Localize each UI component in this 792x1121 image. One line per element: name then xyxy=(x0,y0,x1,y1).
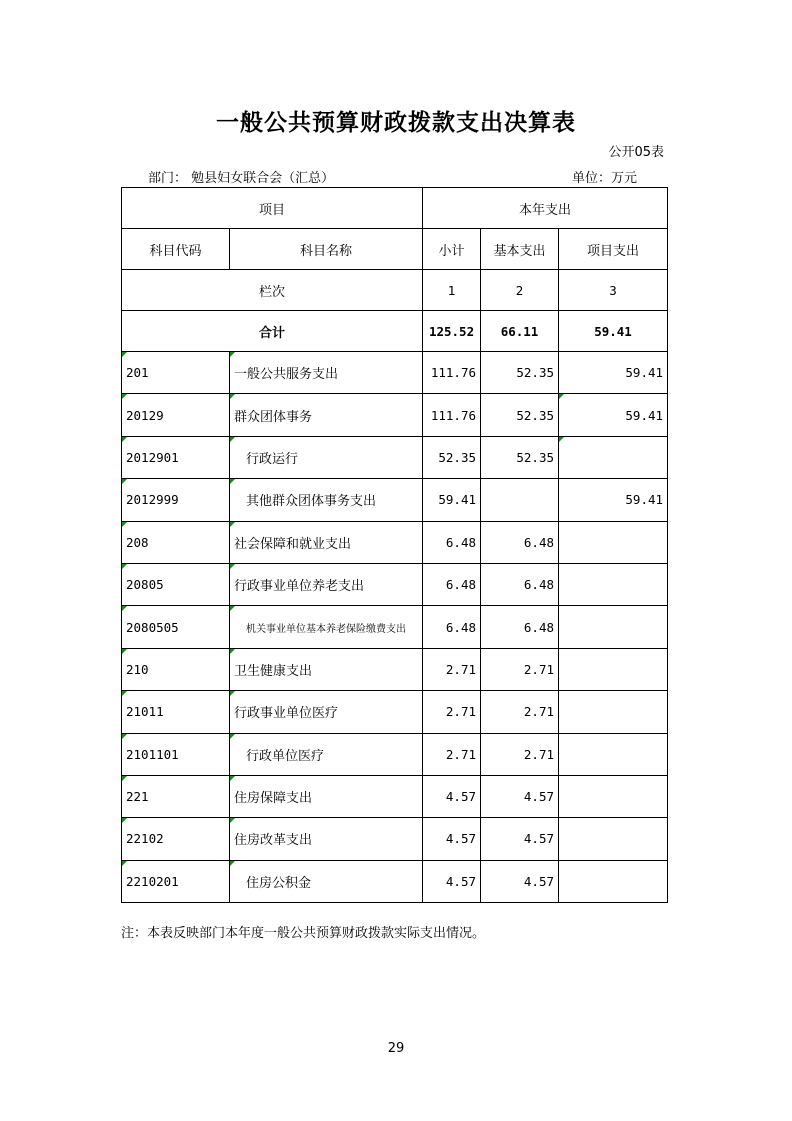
column-index-1: 1 xyxy=(423,270,481,311)
column-index-label: 栏次 xyxy=(122,270,423,311)
unit-label: 单位：万元 xyxy=(572,171,638,186)
header-project: 项目 xyxy=(122,188,423,229)
row-name: 行政单位医疗 xyxy=(230,733,423,775)
table-row xyxy=(122,606,668,648)
row-project xyxy=(559,648,668,690)
row-basic: 52.35 xyxy=(481,352,559,394)
row-subtotal: 2.71 xyxy=(423,648,481,690)
row-name: 行政事业单位养老支出 xyxy=(230,563,423,605)
row-code: 21011 xyxy=(122,691,230,733)
header-basic-expenditure: 基本支出 xyxy=(481,229,559,270)
table-row xyxy=(122,775,668,817)
header-project-expenditure: 项目支出 xyxy=(559,229,668,270)
row-project xyxy=(559,606,668,648)
row-subtotal: 2.71 xyxy=(423,733,481,775)
row-code: 2012901 xyxy=(122,436,230,478)
row-code: 2012999 xyxy=(122,479,230,521)
row-basic: 4.57 xyxy=(481,860,559,902)
row-code: 208 xyxy=(122,521,230,563)
row-project xyxy=(559,860,668,902)
department-label: 部门： 勉县妇女联合会（汇总） xyxy=(148,171,335,186)
row-basic: 4.57 xyxy=(481,818,559,860)
table-row xyxy=(122,733,668,775)
row-project xyxy=(559,521,668,563)
row-project: 59.41 xyxy=(559,479,668,521)
page-title: 一般公共预算财政拨款支出决算表 xyxy=(216,110,576,136)
form-code: 公开05表 xyxy=(608,145,664,160)
row-project xyxy=(559,691,668,733)
header-subject-name: 科目名称 xyxy=(230,229,423,270)
row-name: 其他群众团体事务支出 xyxy=(230,479,423,521)
row-project xyxy=(559,436,668,478)
row-subtotal: 59.41 xyxy=(423,479,481,521)
total-project: 59.41 xyxy=(559,311,668,352)
row-name: 机关事业单位基本养老保险缴费支出 xyxy=(230,606,423,648)
footnote: 注：本表反映部门本年度一般公共预算财政拨款实际支出情况。 xyxy=(121,926,486,941)
row-subtotal: 52.35 xyxy=(423,436,481,478)
row-code: 221 xyxy=(122,775,230,817)
row-project xyxy=(559,733,668,775)
row-name: 住房公积金 xyxy=(230,860,423,902)
row-subtotal: 6.48 xyxy=(423,563,481,605)
row-name: 住房改革支出 xyxy=(230,818,423,860)
row-basic: 4.57 xyxy=(481,775,559,817)
table-row xyxy=(122,394,668,436)
table-row xyxy=(122,818,668,860)
column-index-3: 3 xyxy=(559,270,668,311)
header-row-1 xyxy=(122,188,668,229)
header-subtotal: 小计 xyxy=(423,229,481,270)
row-basic: 2.71 xyxy=(481,691,559,733)
row-code: 20129 xyxy=(122,394,230,436)
row-basic: 6.48 xyxy=(481,563,559,605)
row-code: 2101101 xyxy=(122,733,230,775)
row-subtotal: 2.71 xyxy=(423,691,481,733)
row-code: 20805 xyxy=(122,563,230,605)
row-subtotal: 4.57 xyxy=(423,818,481,860)
table-row xyxy=(122,563,668,605)
column-index-row xyxy=(122,270,668,311)
total-row xyxy=(122,311,668,352)
column-index-2: 2 xyxy=(481,270,559,311)
row-name: 卫生健康支出 xyxy=(230,648,423,690)
row-basic: 6.48 xyxy=(481,521,559,563)
table-row xyxy=(122,648,668,690)
total-subtotal: 125.52 xyxy=(423,311,481,352)
page-number: 29 xyxy=(387,1041,405,1056)
header-subject-code: 科目代码 xyxy=(122,229,230,270)
row-subtotal: 4.57 xyxy=(423,860,481,902)
row-code: 210 xyxy=(122,648,230,690)
row-subtotal: 111.76 xyxy=(423,394,481,436)
total-basic: 66.11 xyxy=(481,311,559,352)
header-current-year-expenditure: 本年支出 xyxy=(423,188,668,229)
row-basic: 2.71 xyxy=(481,648,559,690)
row-basic: 2.71 xyxy=(481,733,559,775)
table-row xyxy=(122,860,668,902)
row-name: 一般公共服务支出 xyxy=(230,352,423,394)
row-basic xyxy=(481,479,559,521)
table-row xyxy=(122,352,668,394)
row-code: 201 xyxy=(122,352,230,394)
row-project xyxy=(559,775,668,817)
row-name: 行政运行 xyxy=(230,436,423,478)
table-row xyxy=(122,436,668,478)
row-subtotal: 6.48 xyxy=(423,521,481,563)
row-code: 2080505 xyxy=(122,606,230,648)
row-subtotal: 111.76 xyxy=(423,352,481,394)
row-basic: 52.35 xyxy=(481,394,559,436)
row-subtotal: 4.57 xyxy=(423,775,481,817)
row-project: 59.41 xyxy=(559,394,668,436)
table-row xyxy=(122,479,668,521)
row-basic: 6.48 xyxy=(481,606,559,648)
table-row xyxy=(122,521,668,563)
row-name: 住房保障支出 xyxy=(230,775,423,817)
row-basic: 52.35 xyxy=(481,436,559,478)
row-subtotal: 6.48 xyxy=(423,606,481,648)
row-code: 22102 xyxy=(122,818,230,860)
expenditure-table xyxy=(121,187,668,903)
row-name: 社会保障和就业支出 xyxy=(230,521,423,563)
total-label: 合计 xyxy=(122,311,423,352)
row-name: 行政事业单位医疗 xyxy=(230,691,423,733)
table-row xyxy=(122,691,668,733)
row-code: 2210201 xyxy=(122,860,230,902)
row-project: 59.41 xyxy=(559,352,668,394)
row-project xyxy=(559,563,668,605)
row-project xyxy=(559,818,668,860)
header-row-2 xyxy=(122,229,668,270)
row-name: 群众团体事务 xyxy=(230,394,423,436)
